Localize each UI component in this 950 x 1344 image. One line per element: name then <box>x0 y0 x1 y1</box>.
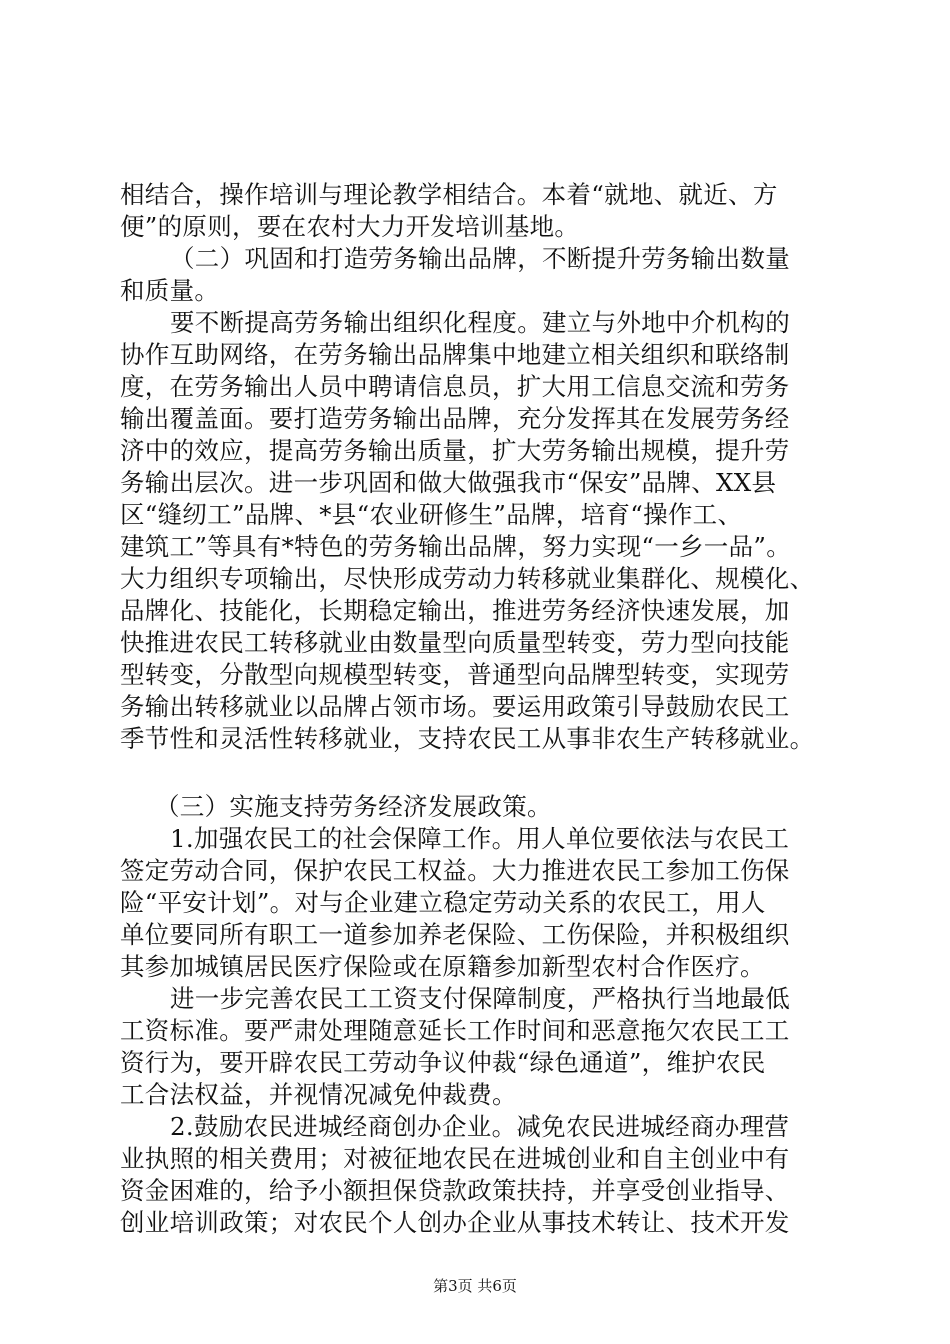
text-line: 资行为，要开辟农民工劳动争议仲裁“绿色通道”，维护农民 <box>120 1048 766 1077</box>
text-line: 快推进农民工转移就业由数量型向质量型转变，劳力型向技能 <box>120 628 790 657</box>
text-line: 创业培训政策；对农民个人创办企业从事技术转让、技术开发 <box>120 1208 790 1237</box>
text-line: 济中的效应，提高劳务输出质量，扩大劳务输出规模，提升劳 <box>120 436 790 465</box>
text-line: 险“平安计划”。对与企业建立稳定劳动关系的农民工，用人 <box>120 888 766 917</box>
text-line: 单位要同所有职工一道参加养老保险、工伤保险，并积极组织 <box>120 920 790 949</box>
section-heading: （二）巩固和打造劳务输出品牌，不断提升劳务输出数量 <box>170 244 790 273</box>
text-line: 型转变，分散型向规模型转变，普通型向品牌型转变，实现劳 <box>120 660 790 689</box>
text-line: 要不断提高劳务输出组织化程度。建立与外地中介机构的 <box>170 308 790 337</box>
text-line: 业执照的相关费用；对被征地农民在进城创业和自主创业中有 <box>120 1144 790 1173</box>
text-line: 季节性和灵活性转移就业，支持农民工从事非农生产转移就业。 <box>120 724 815 753</box>
text-line: 其参加城镇居民医疗保险或在原籍参加新型农村合作医疗。 <box>120 952 765 981</box>
text-line: 工资标准。要严肃处理随意延长工作时间和恶意拖欠农民工工 <box>120 1016 790 1045</box>
text-line: 大力组织专项输出，尽快形成劳动力转移就业集群化、规模化、 <box>120 564 815 593</box>
text-line: 便”的原则，要在农村大力开发培训基地。 <box>120 212 580 241</box>
text-line: 1.加强农民工的社会保障工作。用人单位要依法与农民工 <box>170 824 790 853</box>
text-line: 度，在劳务输出人员中聘请信息员，扩大用工信息交流和劳务 <box>120 372 790 401</box>
text-line: 签定劳动合同，保护农民工权益。大力推进农民工参加工伤保 <box>120 856 790 885</box>
text-line: 协作互助网络，在劳务输出品牌集中地建立相关组织和联络制 <box>120 340 790 369</box>
text-line: 进一步完善农民工工资支付保障制度，严格执行当地最低 <box>170 984 790 1013</box>
text-line: 工合法权益，并视情况减免仲裁费。 <box>120 1080 517 1109</box>
text-line: 区“缝纫工”品牌、*县“农业研修生”品牌，培育“操作工、 <box>120 500 743 529</box>
page-number: 第3页 共6页 <box>433 1277 517 1295</box>
text-line: 相结合，操作培训与理论教学相结合。本着“就地、就近、方 <box>120 180 778 209</box>
text-line: 2.鼓励农民进城经商创办企业。减免农民进城经商办理营 <box>170 1112 790 1141</box>
text-line: 资金困难的，给予小额担保贷款政策扶持，并享受创业指导、 <box>120 1176 790 1205</box>
section-heading: 和质量。 <box>120 276 220 305</box>
text-line: 务输出转移就业以品牌占领市场。要运用政策引导鼓励农民工 <box>120 692 790 721</box>
text-line: 务输出层次。进一步巩固和做大做强我市“保安”品牌、XX县 <box>120 468 777 497</box>
text-line: 品牌化、技能化，长期稳定输出，推进劳务经济快速发展，加 <box>120 596 790 625</box>
text-line: 输出覆盖面。要打造劳务输出品牌，充分发挥其在发展劳务经 <box>120 404 790 433</box>
text-line: 建筑工”等具有*特色的劳务输出品牌，努力实现“一乡一品”。 <box>120 532 792 561</box>
section-heading: （三）实施支持劳务经济发展政策。 <box>155 792 552 821</box>
